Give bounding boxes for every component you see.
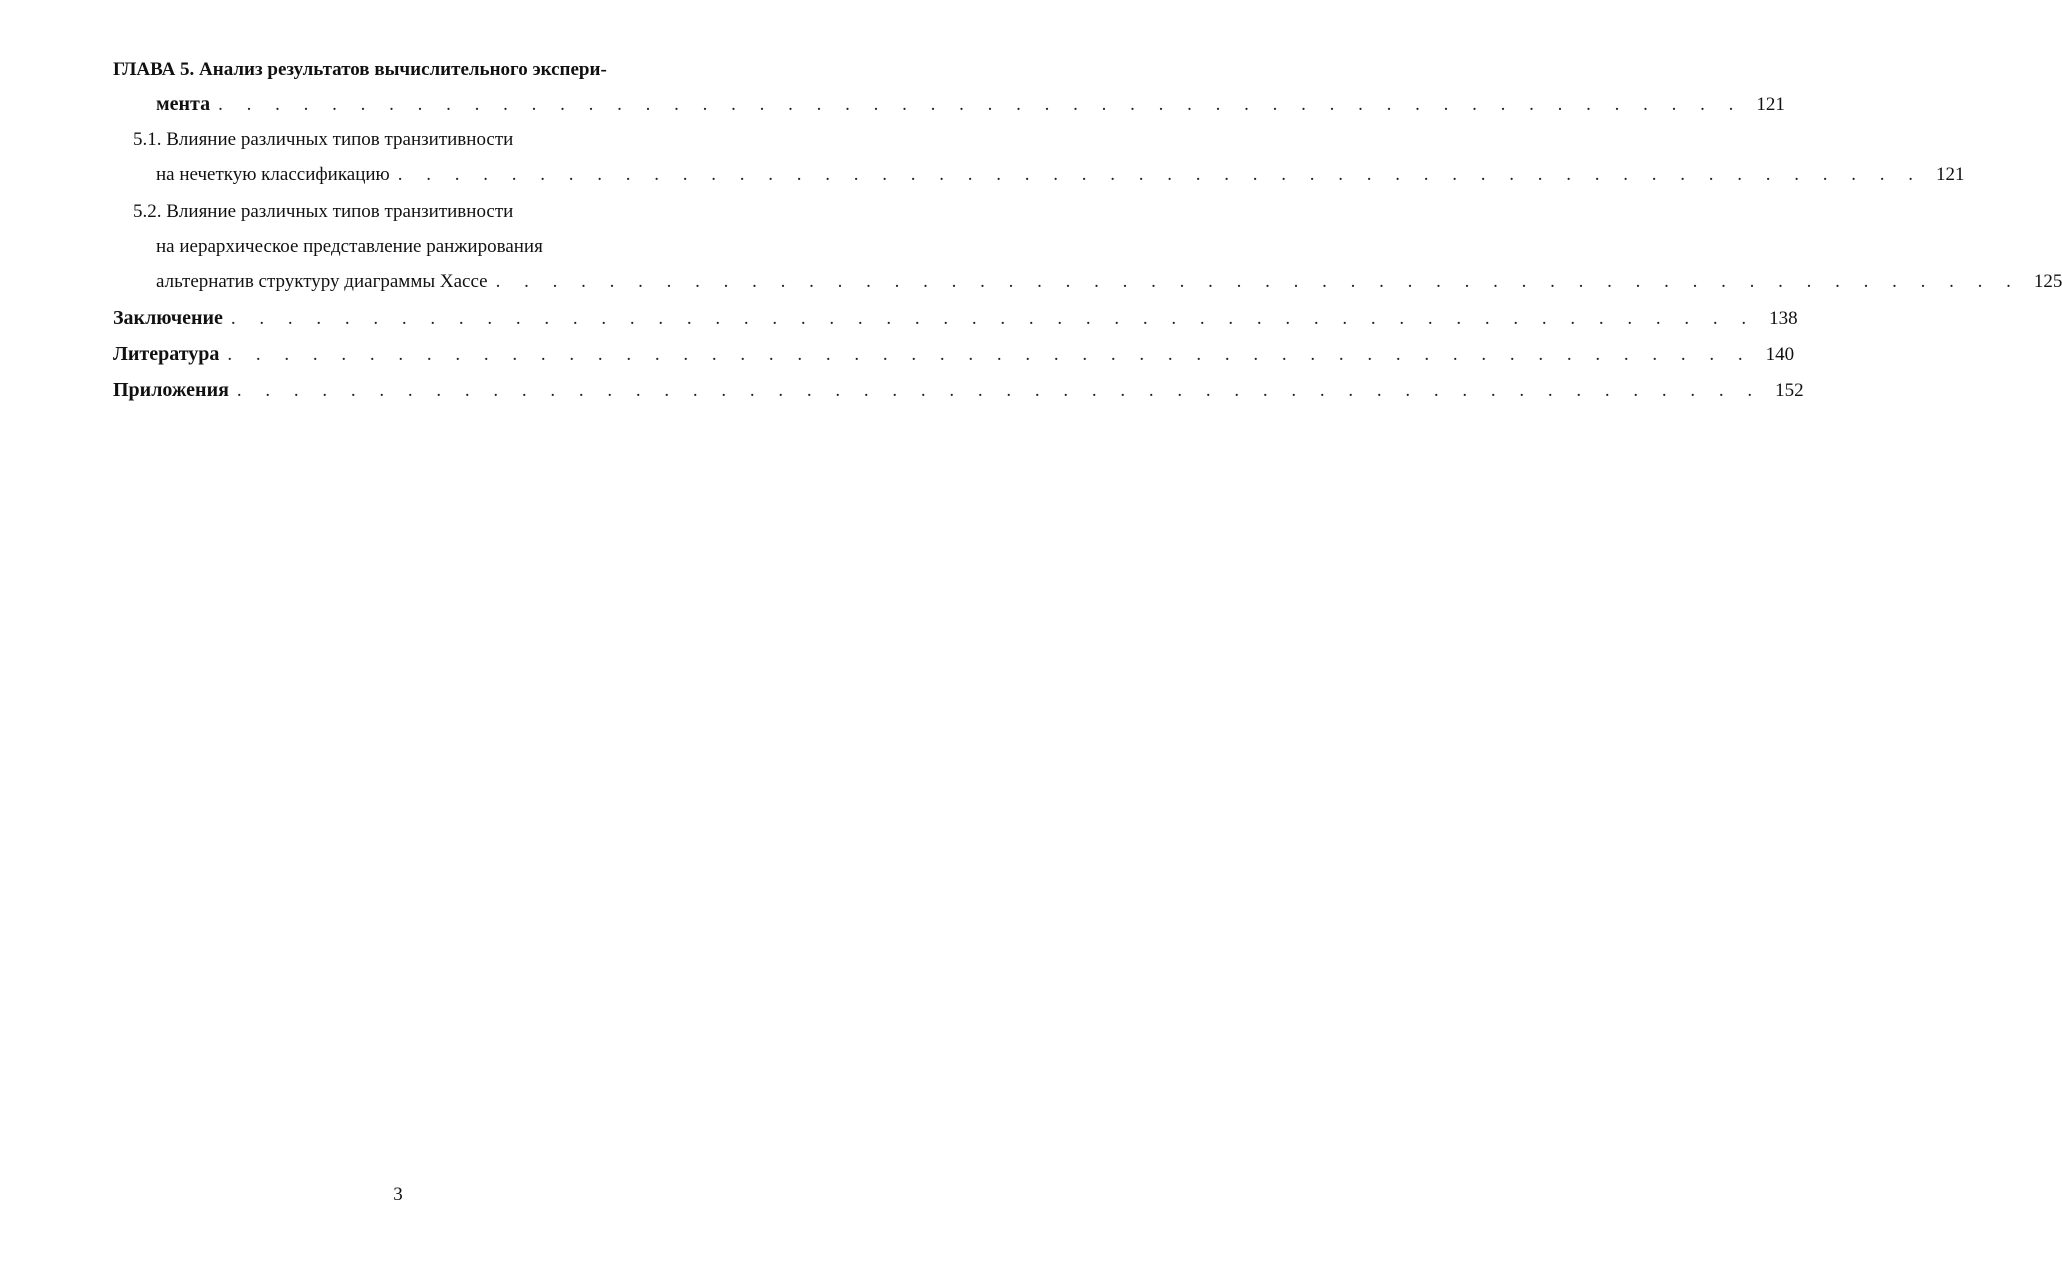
toc-page-number: 152 bbox=[1775, 380, 1804, 401]
toc-leader-dots: . . . . . . . . . . . . . . . . . . . . . . . . . . . . . . . . . . . . . . . . . . . . . . . . . . . . . . bbox=[218, 94, 1743, 115]
toc-page-number: 125 bbox=[2033, 271, 2062, 292]
toc-entry-section52[interactable] bbox=[156, 270, 2062, 294]
toc-chapter5-title-line1: ГЛАВА 5. Анализ результатов вычислительного экспери- bbox=[113, 59, 607, 80]
toc-entry-chapter5[interactable] bbox=[156, 92, 1785, 117]
toc-leader-dots: . . . . . . . . . . . . . . . . . . . . . . . . . . . . . . . . . . . . . . . . . . . . . . . . . . . . . . bbox=[236, 380, 1762, 401]
toc-section52-title-line3: альтернатив структуру диаграммы Хассе bbox=[156, 271, 488, 292]
toc-page-number: 121 bbox=[1936, 164, 1965, 185]
toc-entry-conclusion[interactable] bbox=[113, 306, 1798, 331]
toc-section51-title-line1: 5.1. Влияние различных типов транзитивности bbox=[133, 129, 514, 150]
toc-leader-dots: . . . . . . . . . . . . . . . . . . . . . . . . . . . . . . . . . . . . . . . . . . . . . . . . . . . . . . bbox=[227, 344, 1753, 365]
toc-page-number: 121 bbox=[1756, 94, 1785, 115]
toc-conclusion-title: Заключение bbox=[113, 307, 223, 329]
toc-appendices-title: Приложения bbox=[113, 379, 229, 401]
toc-leader-dots: . . . . . . . . . . . . . . . . . . . . . . . . . . . . . . . . . . . . . . . . . . . . . . . . . . . . . . bbox=[397, 164, 1923, 185]
toc-page-number: 140 bbox=[1765, 344, 1795, 365]
toc-leader-dots: . . . . . . . . . . . . . . . . . . . . . . . . . . . . . . . . . . . . . . . . . . . . . . . . . . . . . . bbox=[230, 308, 1756, 329]
toc-entry-section51[interactable] bbox=[156, 163, 1965, 187]
toc-leader-dots: . . . . . . . . . . . . . . . . . . . . . . . . . . . . . . . . . . . . . . . . . . . . . . . . . . . . . . bbox=[495, 271, 2021, 292]
toc-section51-title-line2: на нечеткую классификацию bbox=[156, 164, 390, 185]
toc-page-number: 138 bbox=[1769, 308, 1798, 329]
toc-section52-title-line2: на иерархическое представление ранжирования bbox=[156, 236, 543, 257]
toc-entry-appendices[interactable] bbox=[113, 378, 1804, 403]
footer-page-number: 3 bbox=[393, 1184, 403, 1205]
toc-entry-literature[interactable] bbox=[113, 342, 1795, 367]
toc-chapter5-title-line2: мента bbox=[156, 93, 211, 115]
toc-literature-title: Литература bbox=[113, 343, 220, 365]
toc-section52-title-line1: 5.2. Влияние различных типов транзитивности bbox=[133, 201, 514, 222]
